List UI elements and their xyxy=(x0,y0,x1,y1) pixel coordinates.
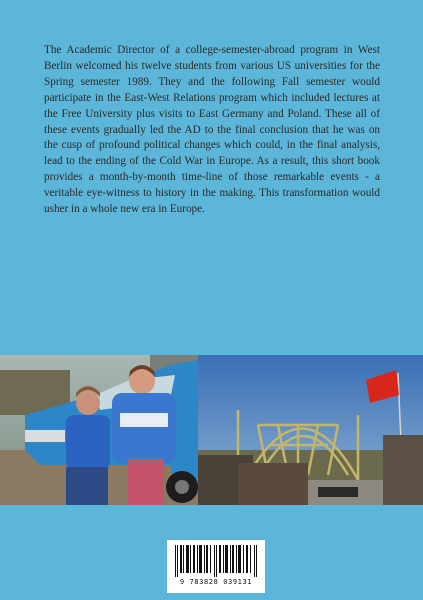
isbn-number: 9 783828 039131 xyxy=(179,578,253,586)
barcode-bars-icon xyxy=(173,545,259,577)
photo-boys-by-car xyxy=(0,355,198,505)
back-cover-blurb: The Academic Director of a college-semester-abroad program in West Berlin welcomed his twelve students from various US universities for the Spring semester 1989. They and the following Fall semester would participate in the East-West Relations program which included lectures at the Free University plus visits to East Germany and Poland. These all of these events gradually led the AD to the final conclusion that he was on the cusp of profound political changes which could, in the final analysis, lead to the ending of the Cold War in Europe. As a result, this short book provides a month-by-month time-line of those remarkable events - a veritable eye-witness to history in the making. This transformation would usher in a whole new era in Europe. xyxy=(44,44,380,216)
photo-bridge xyxy=(198,355,423,505)
photo-strip xyxy=(0,355,423,505)
isbn-barcode xyxy=(167,540,265,593)
